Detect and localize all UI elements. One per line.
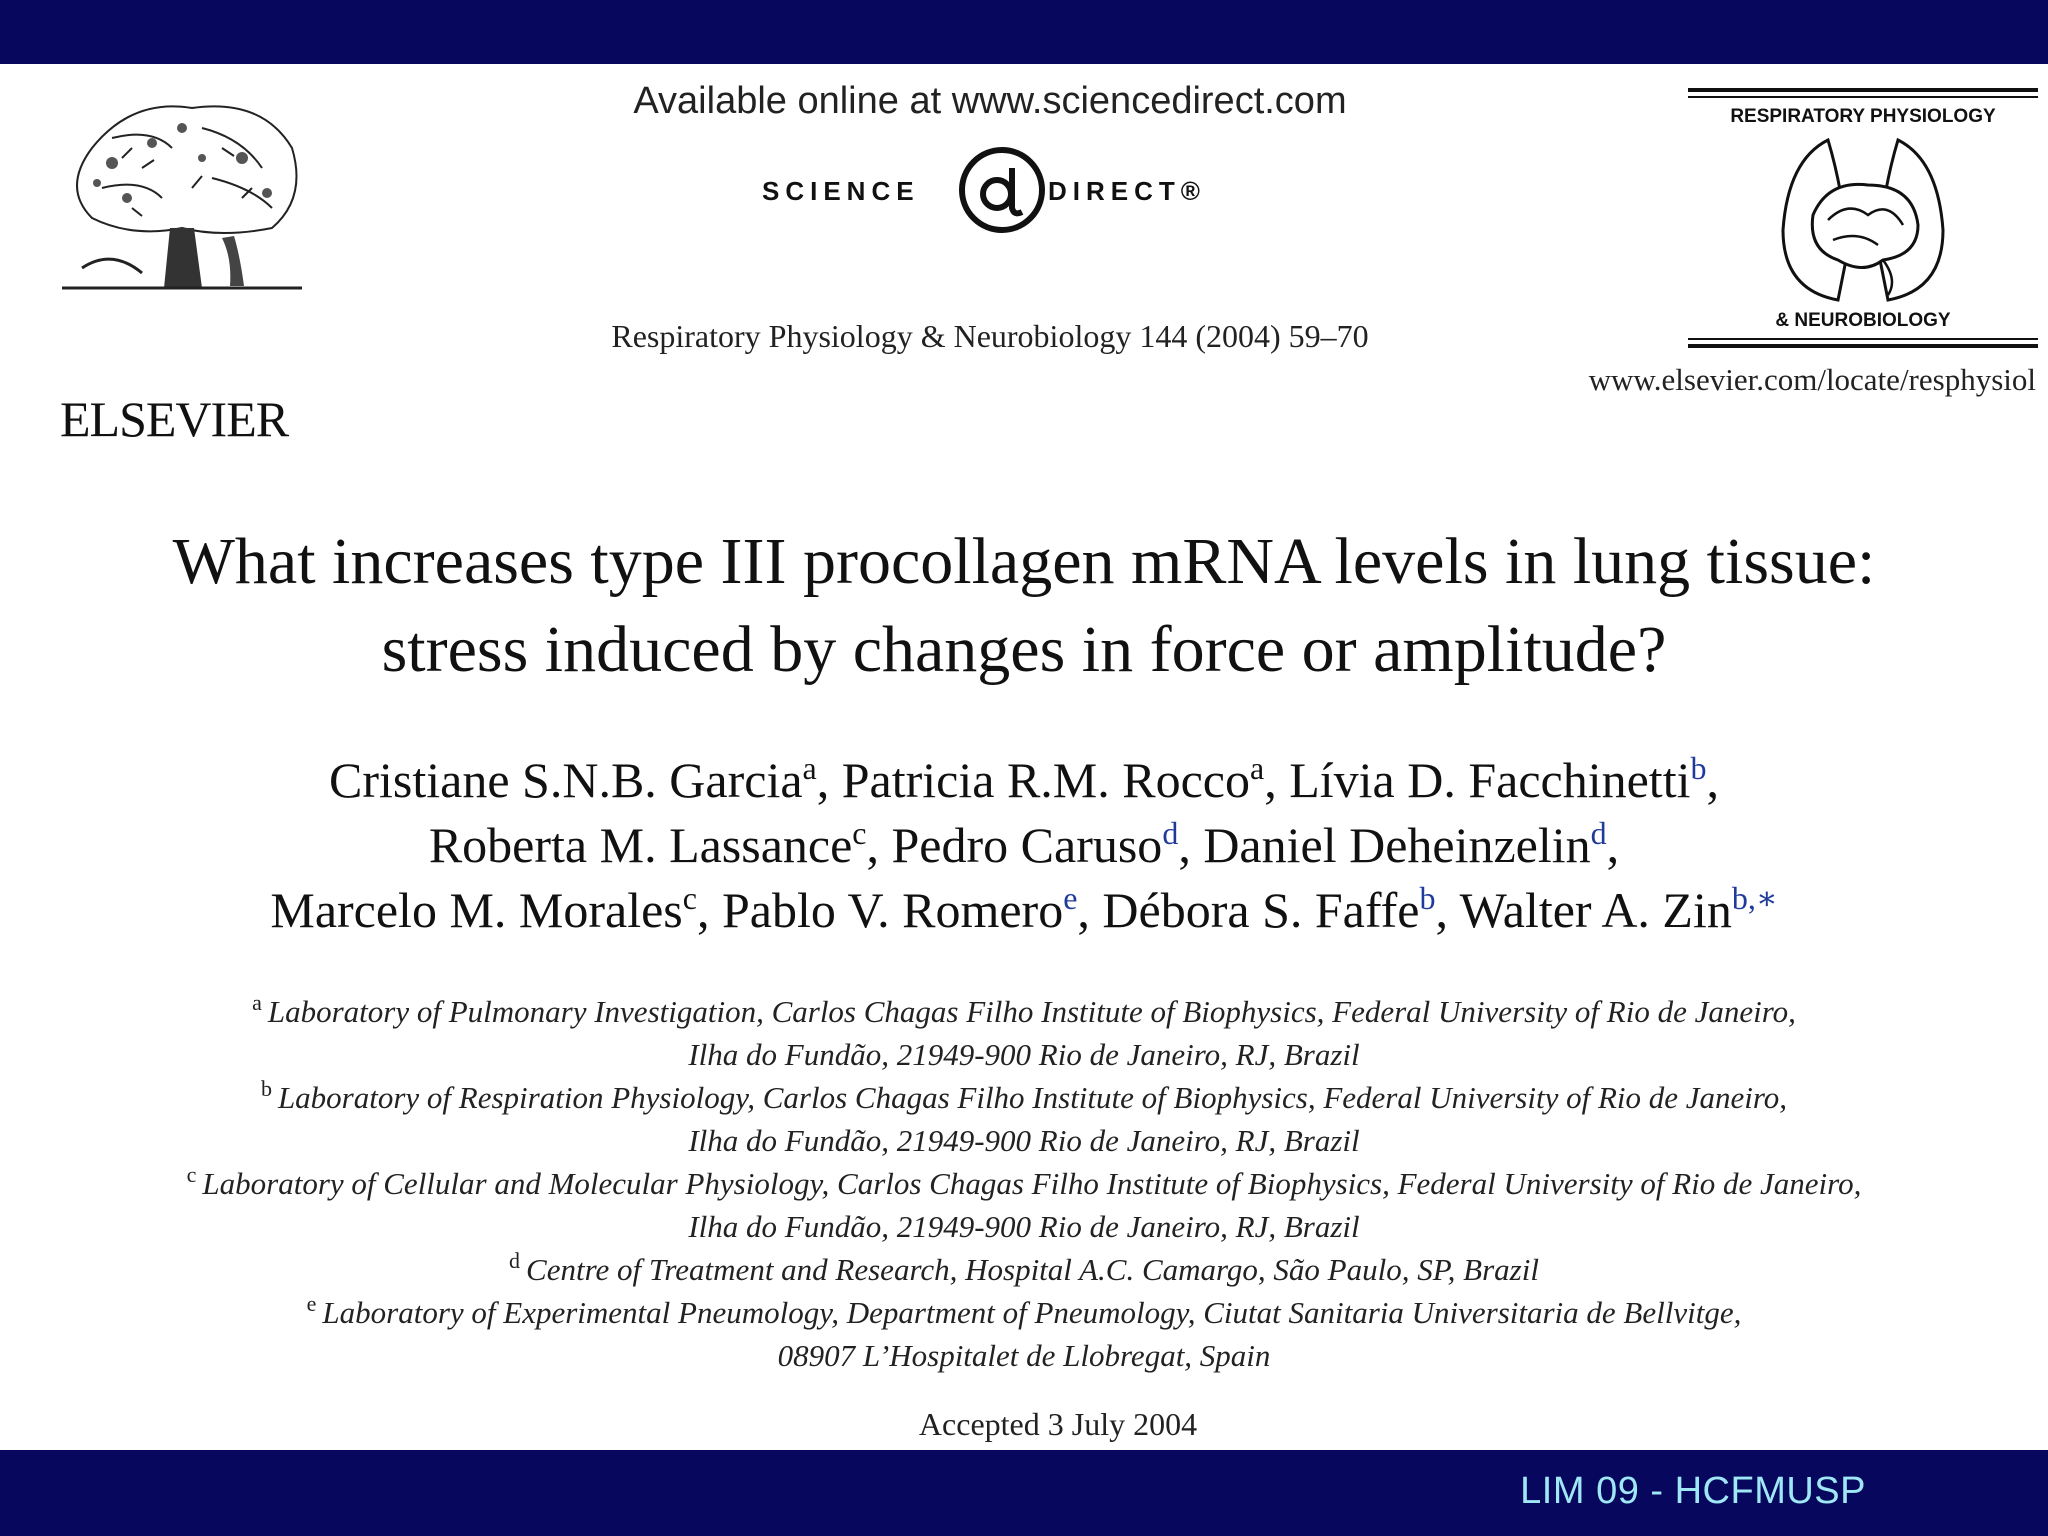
affiliation-key: d: [509, 1248, 521, 1273]
affiliation-line: [40, 1162, 2008, 1205]
affiliations: [40, 990, 2008, 1377]
author-sep: ,: [1435, 882, 1460, 938]
elsevier-tree-icon: [52, 88, 312, 298]
lungs-brain-icon: [1768, 130, 1958, 308]
affiliation-line: [40, 1291, 2008, 1334]
author-sep: ,: [1178, 817, 1204, 873]
journal-logo-top-text: RESPIRATORY PHYSIOLOGY: [1730, 106, 1996, 127]
author-name: Daniel Deheinzelin: [1203, 817, 1591, 873]
affiliation-text: Laboratory of Pulmonary Investigation, Carlos Chagas Filho Institute of Biophysics, Federal University of Rio de Janeiro,: [267, 994, 1796, 1029]
author-sep: ,: [696, 882, 722, 938]
affiliation-line: Ilha do Fundão, 21949-900 Rio de Janeiro, RJ, Brazil: [688, 1037, 1360, 1072]
author-affil-sup: e: [1063, 880, 1078, 916]
top-banner: [0, 0, 2048, 64]
footer-label: LIM 09 - HCFMUSP: [1520, 1470, 1866, 1512]
journal-url[interactable]: www.elsevier.com/locate/resphysiol: [1588, 362, 2036, 397]
sciencedirect-logo: [740, 138, 1260, 248]
author-sep: ,: [1606, 817, 1620, 873]
logo-rule-top-thin: [1688, 96, 2038, 98]
author-affil-sup: b,∗: [1731, 880, 1778, 916]
journal-reference: Respiratory Physiology & Neurobiology 144 (2004) 59–70: [611, 318, 1369, 354]
affiliation-key: b: [260, 1076, 272, 1101]
elsevier-logo: [52, 88, 312, 447]
accepted-date: Accepted 3 July 2004: [918, 1406, 1198, 1442]
author-sep: ,: [1077, 882, 1103, 938]
affiliation-text: Centre of Treatment and Research, Hospital A.C. Camargo, São Paulo, SP, Brazil: [526, 1252, 1539, 1287]
publisher-name: ELSEVIER: [60, 391, 289, 447]
author-sep: ,: [1264, 752, 1290, 808]
affiliation-text: Laboratory of Cellular and Molecular Physiology, Carlos Chagas Filho Institute of Biophysics, Federal University of Rio de Janeiro,: [202, 1166, 1862, 1201]
available-online-text: Available online at www.sciencedirect.com: [633, 80, 1347, 122]
author-name: Cristiane S.N.B. Garcia: [329, 752, 803, 808]
at-sign-icon: [952, 138, 1052, 238]
author-sep: ,: [866, 817, 892, 873]
author-line-1: [40, 748, 2008, 813]
author-affil-sup: c: [682, 880, 697, 916]
author-affil-sup: d: [1162, 815, 1179, 851]
affiliation-text: Laboratory of Experimental Pneumology, Department of Pneumology, Ciutat Sanitaria Universitaria de Bellvitge,: [322, 1295, 1742, 1330]
author-name: Roberta M. Lassance: [428, 817, 853, 873]
author-name: Patricia R.M. Rocco: [841, 752, 1250, 808]
affiliation-line: [40, 990, 2008, 1033]
logo-rule-bottom: [1688, 344, 2038, 348]
author-name: Walter A. Zin: [1459, 882, 1732, 938]
title-line-1: What increases type III procollagen mRNA levels in lung tissue:: [172, 525, 1876, 598]
author-line-3: [40, 878, 2008, 943]
author-affil-sup: c: [852, 815, 867, 851]
affiliation-key: a: [252, 990, 262, 1015]
paper-title: [40, 518, 2008, 694]
affiliation-key: c: [186, 1162, 197, 1187]
logo-rule-top: [1688, 88, 2038, 92]
sciencedirect-right: DIRECT®: [1048, 176, 1206, 206]
sciencedirect-left: SCIENCE: [762, 176, 920, 206]
author-affil-sup: b: [1419, 880, 1436, 916]
author-sep: ,: [1706, 752, 1719, 808]
affiliation-line: 08907 L’Hospitalet de Llobregat, Spain: [777, 1338, 1271, 1373]
author-affil-sup: b: [1690, 750, 1707, 786]
affiliation-line: Ilha do Fundão, 21949-900 Rio de Janeiro, RJ, Brazil: [688, 1123, 1360, 1158]
journal-logo: [1688, 88, 2038, 350]
author-name: Marcelo M. Morales: [270, 882, 683, 938]
title-line-2: stress induced by changes in force or amplitude?: [381, 613, 1667, 686]
journal-logo-bottom-text: & NEUROBIOLOGY: [1775, 310, 1951, 331]
affiliation-key: e: [306, 1291, 317, 1316]
affiliation-line: [40, 1076, 2008, 1119]
author-name: Lívia D. Facchinetti: [1289, 752, 1691, 808]
author-sep: ,: [816, 752, 842, 808]
author-name: Débora S. Faffe: [1102, 882, 1420, 938]
author-affil-sup: a: [1250, 750, 1265, 786]
author-name: Pedro Caruso: [891, 817, 1163, 873]
author-name: Pablo V. Romero: [721, 882, 1064, 938]
affiliation-line: Ilha do Fundão, 21949-900 Rio de Janeiro, RJ, Brazil: [688, 1209, 1360, 1244]
author-affil-sup: d: [1590, 815, 1607, 851]
affiliation-line: [40, 1248, 2008, 1291]
author-line-2: [40, 813, 2008, 878]
logo-rule-bottom-thin: [1688, 338, 2038, 340]
author-affil-sup: a: [802, 750, 817, 786]
affiliation-text: Laboratory of Respiration Physiology, Carlos Chagas Filho Institute of Biophysics, Federal University of Rio de Janeiro,: [277, 1080, 1788, 1115]
author-list: [40, 748, 2008, 943]
